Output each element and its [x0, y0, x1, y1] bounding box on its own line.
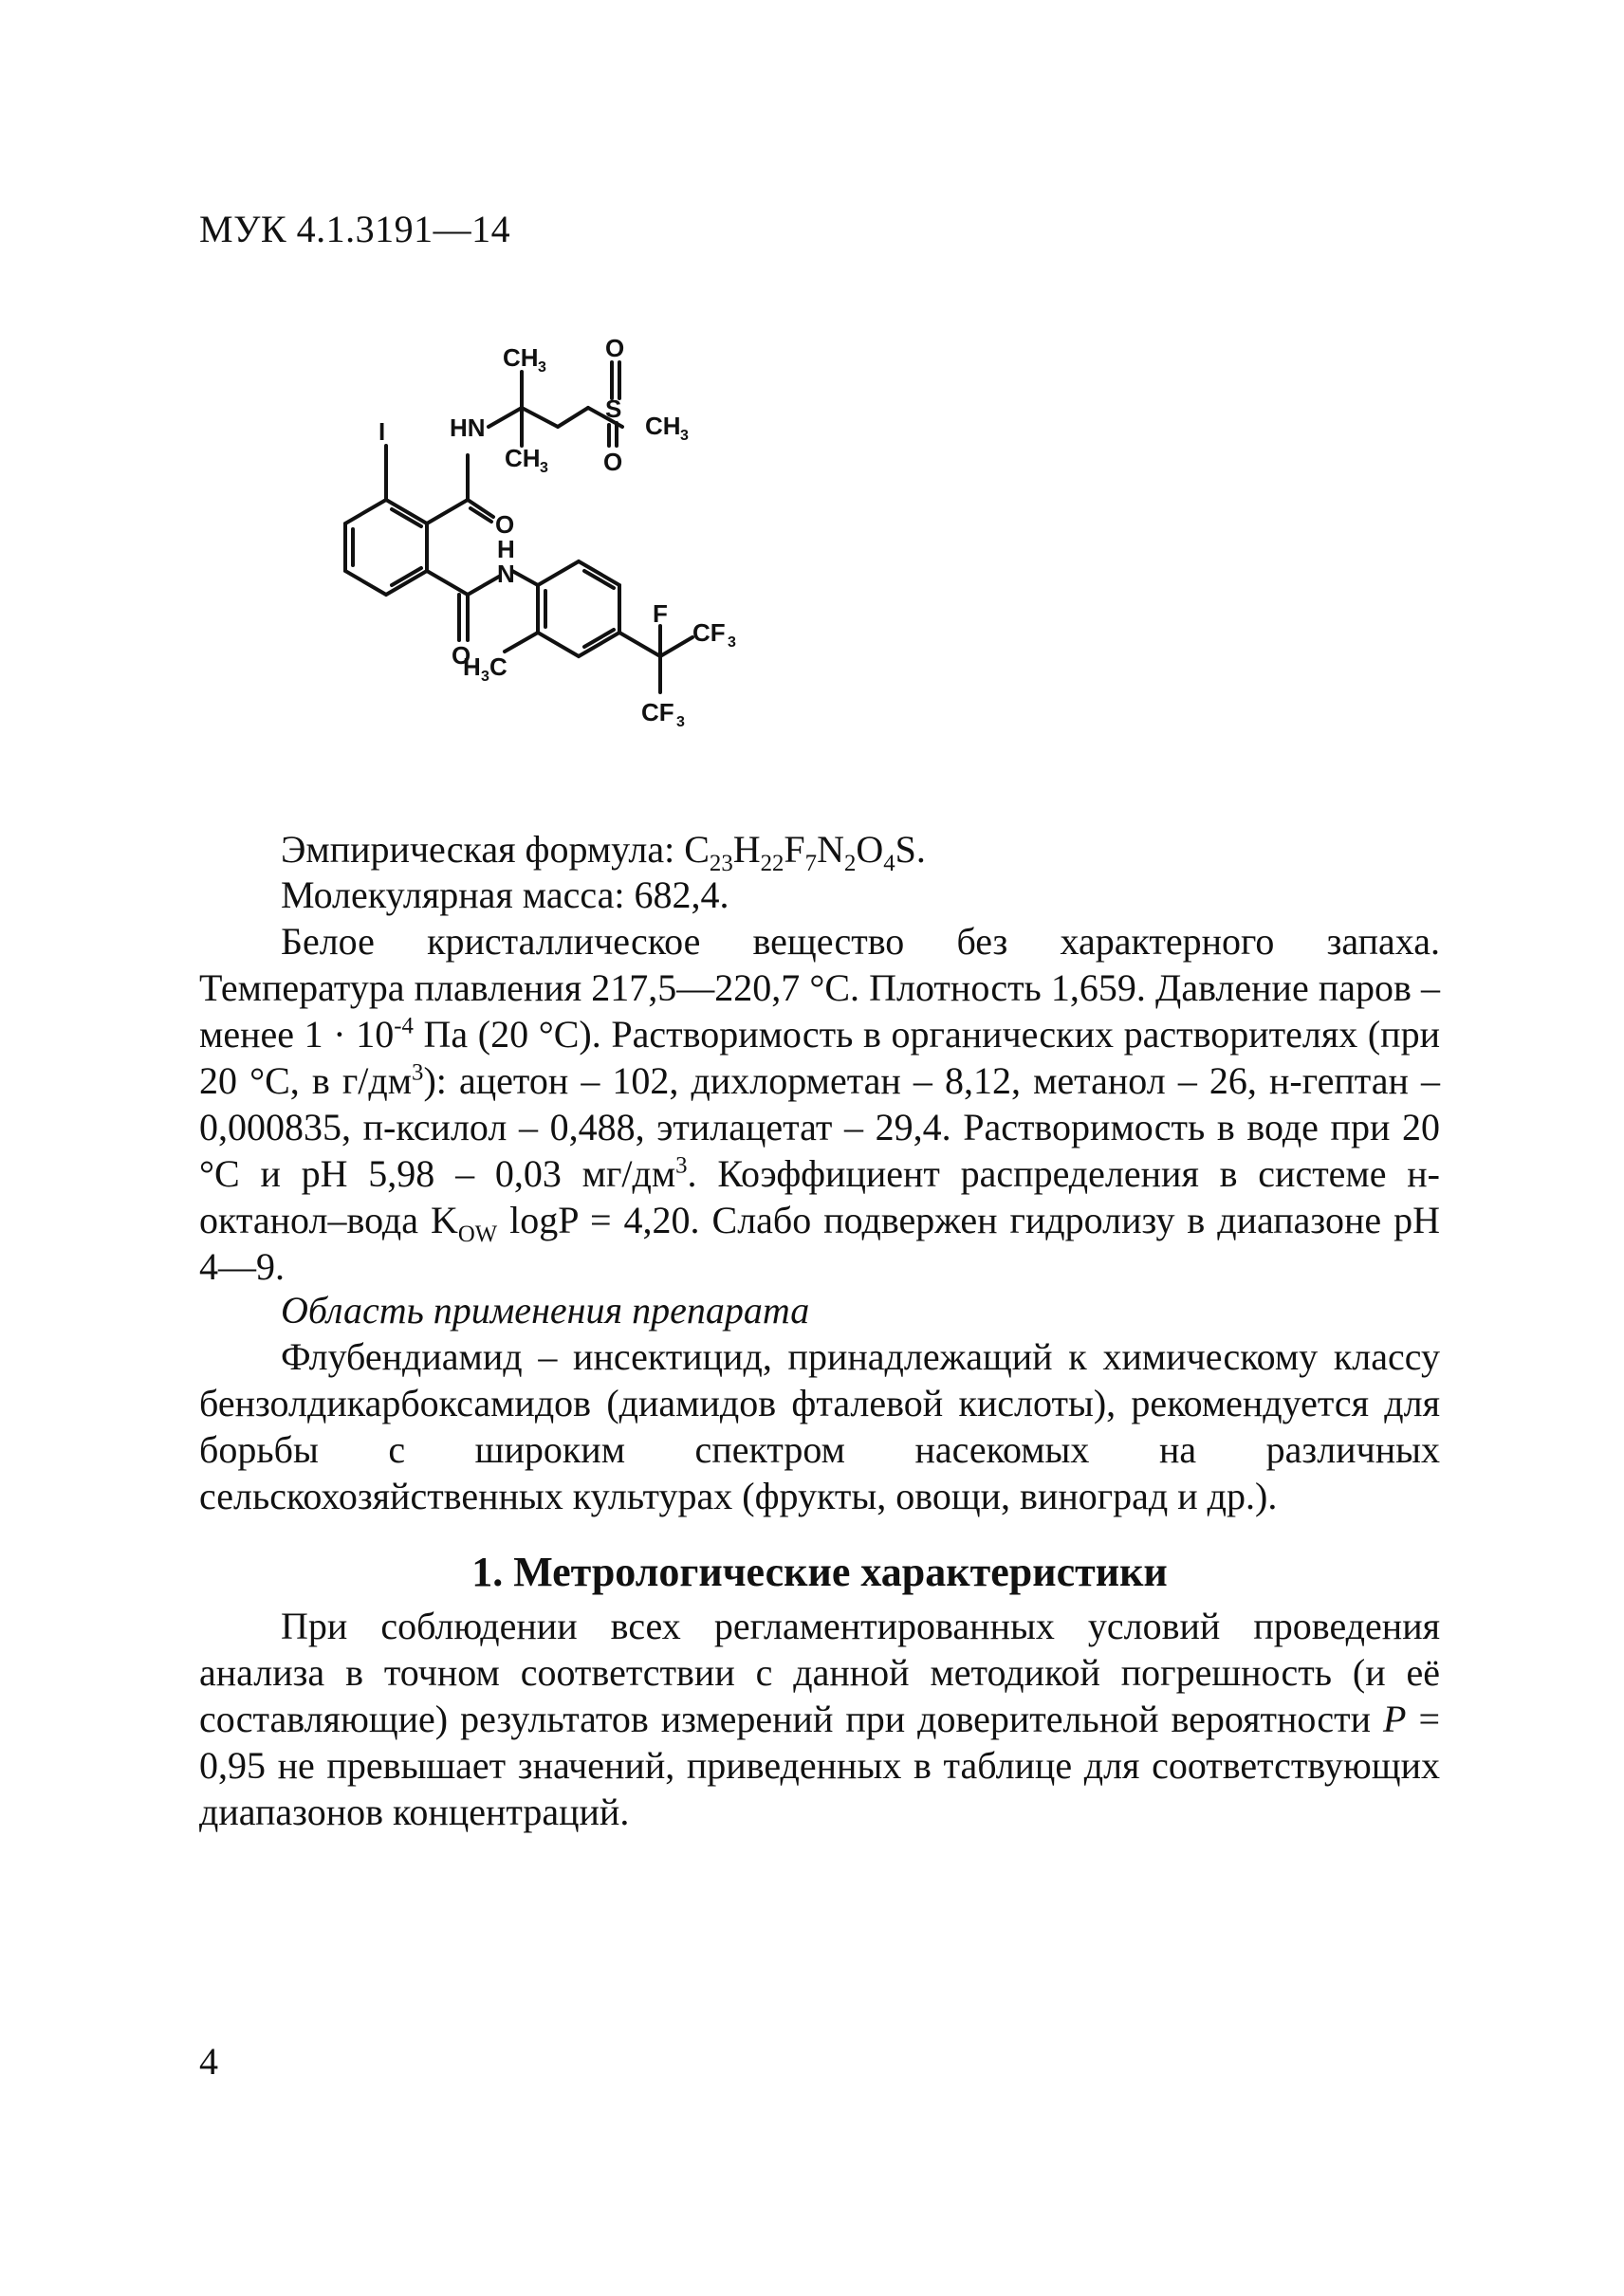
benzene-ring-1 — [345, 500, 427, 595]
application-paragraph: Флубендиамид – инсектицид, принадлежащий к химическому классу бензолдикарбоксамидов (диамидов фталевой кислоты), рекомендуется для борьбы с широким спектром насекомых на различных сельскохозяйственных культурах (фрукты, овощи, виноград и др.). — [199, 1335, 1440, 1517]
methyl-top-subscript: 3 — [538, 359, 546, 376]
application-heading: Область применения препарата — [281, 1289, 810, 1332]
properties-paragraph: Белое кристаллическое вещество без характерного запаха. Температура плавления 217,5—220,7 °С. Плотность 1,659. Давление паров – менее $1 \cdot 10^{-4}$ Па (20 °С). Растворимость в органических растворителях (при 20 °С, в $г/дм^3$): ацетон – 102, дихлорметан – 8,12, метанол – 26, н-гептан – 0,000835, п-ксилол – 0,488, этилацетат – 29,4. Растворимость в воде при 20 °С и рН 5,98 – 0,03 $мг/дм^3$. Коэффициент распределения в системе н-октанол–вода $K_{OW}$ logP = 4,20. Слабо подвержен гидролизу в диапазоне рН 4—9. — [199, 920, 1441, 1288]
sulfonyl-oxygen-top-label: O — [605, 334, 625, 362]
molecular-mass: Молекулярная масса: 682,4. — [281, 873, 729, 916]
cf3-bottom-label: CF — [641, 698, 674, 726]
methyl-h3c-carbon: C — [489, 652, 508, 681]
sulfur-atom-label: S — [605, 395, 622, 423]
anilide-n-label: N — [497, 560, 515, 588]
methyl-h3c-subscript: 3 — [481, 669, 489, 685]
chemical-structure-diagram — [304, 322, 892, 816]
carbonyl-oxygen-top-label: O — [495, 510, 515, 539]
methyl-top-label: CH — [503, 343, 539, 372]
cf3-right-subscript: 3 — [728, 634, 736, 651]
amide-nh-label: HN — [450, 413, 486, 442]
metrology-paragraph: При соблюдении всех регламентированных условий проведения анализа в точном соответствии с данной методикой погрешность (и её составляющие) результатов измерений при доверительной вероятности P = 0,95 не превышает значений, приведенных в таблице для соответствующих диапазонов концентраций. — [199, 1605, 1441, 1833]
anilide-h-label: H — [497, 535, 515, 563]
sulfonyl-oxygen-bottom-label: O — [603, 448, 623, 476]
page-number: 4 — [199, 2040, 218, 2083]
empirical-formula: Эмпирическая формула: $C_{23}H_{22}F_7N_2O_4S$. — [281, 828, 926, 876]
sulfonyl-methyl-subscript: 3 — [680, 428, 689, 444]
benzene-ring-2 — [538, 561, 619, 656]
section-1-title: 1. Метрологические характеристики — [471, 1549, 1168, 1595]
methyl-h3c-label: H — [463, 652, 481, 681]
carbonyl-oxygen-bottom-label: O — [452, 641, 471, 670]
fluorine-atom-label: F — [653, 599, 668, 628]
sulfonyl-methyl-label: CH — [645, 412, 681, 440]
document-code-header: МУК 4.1.3191—14 — [199, 208, 511, 250]
iodine-atom-label: I — [378, 417, 386, 446]
cf3-right-label: CF — [692, 618, 726, 647]
methyl-mid-subscript: 3 — [540, 460, 548, 476]
cf3-bottom-subscript: 3 — [676, 714, 685, 730]
methyl-mid-label: CH — [505, 444, 541, 472]
